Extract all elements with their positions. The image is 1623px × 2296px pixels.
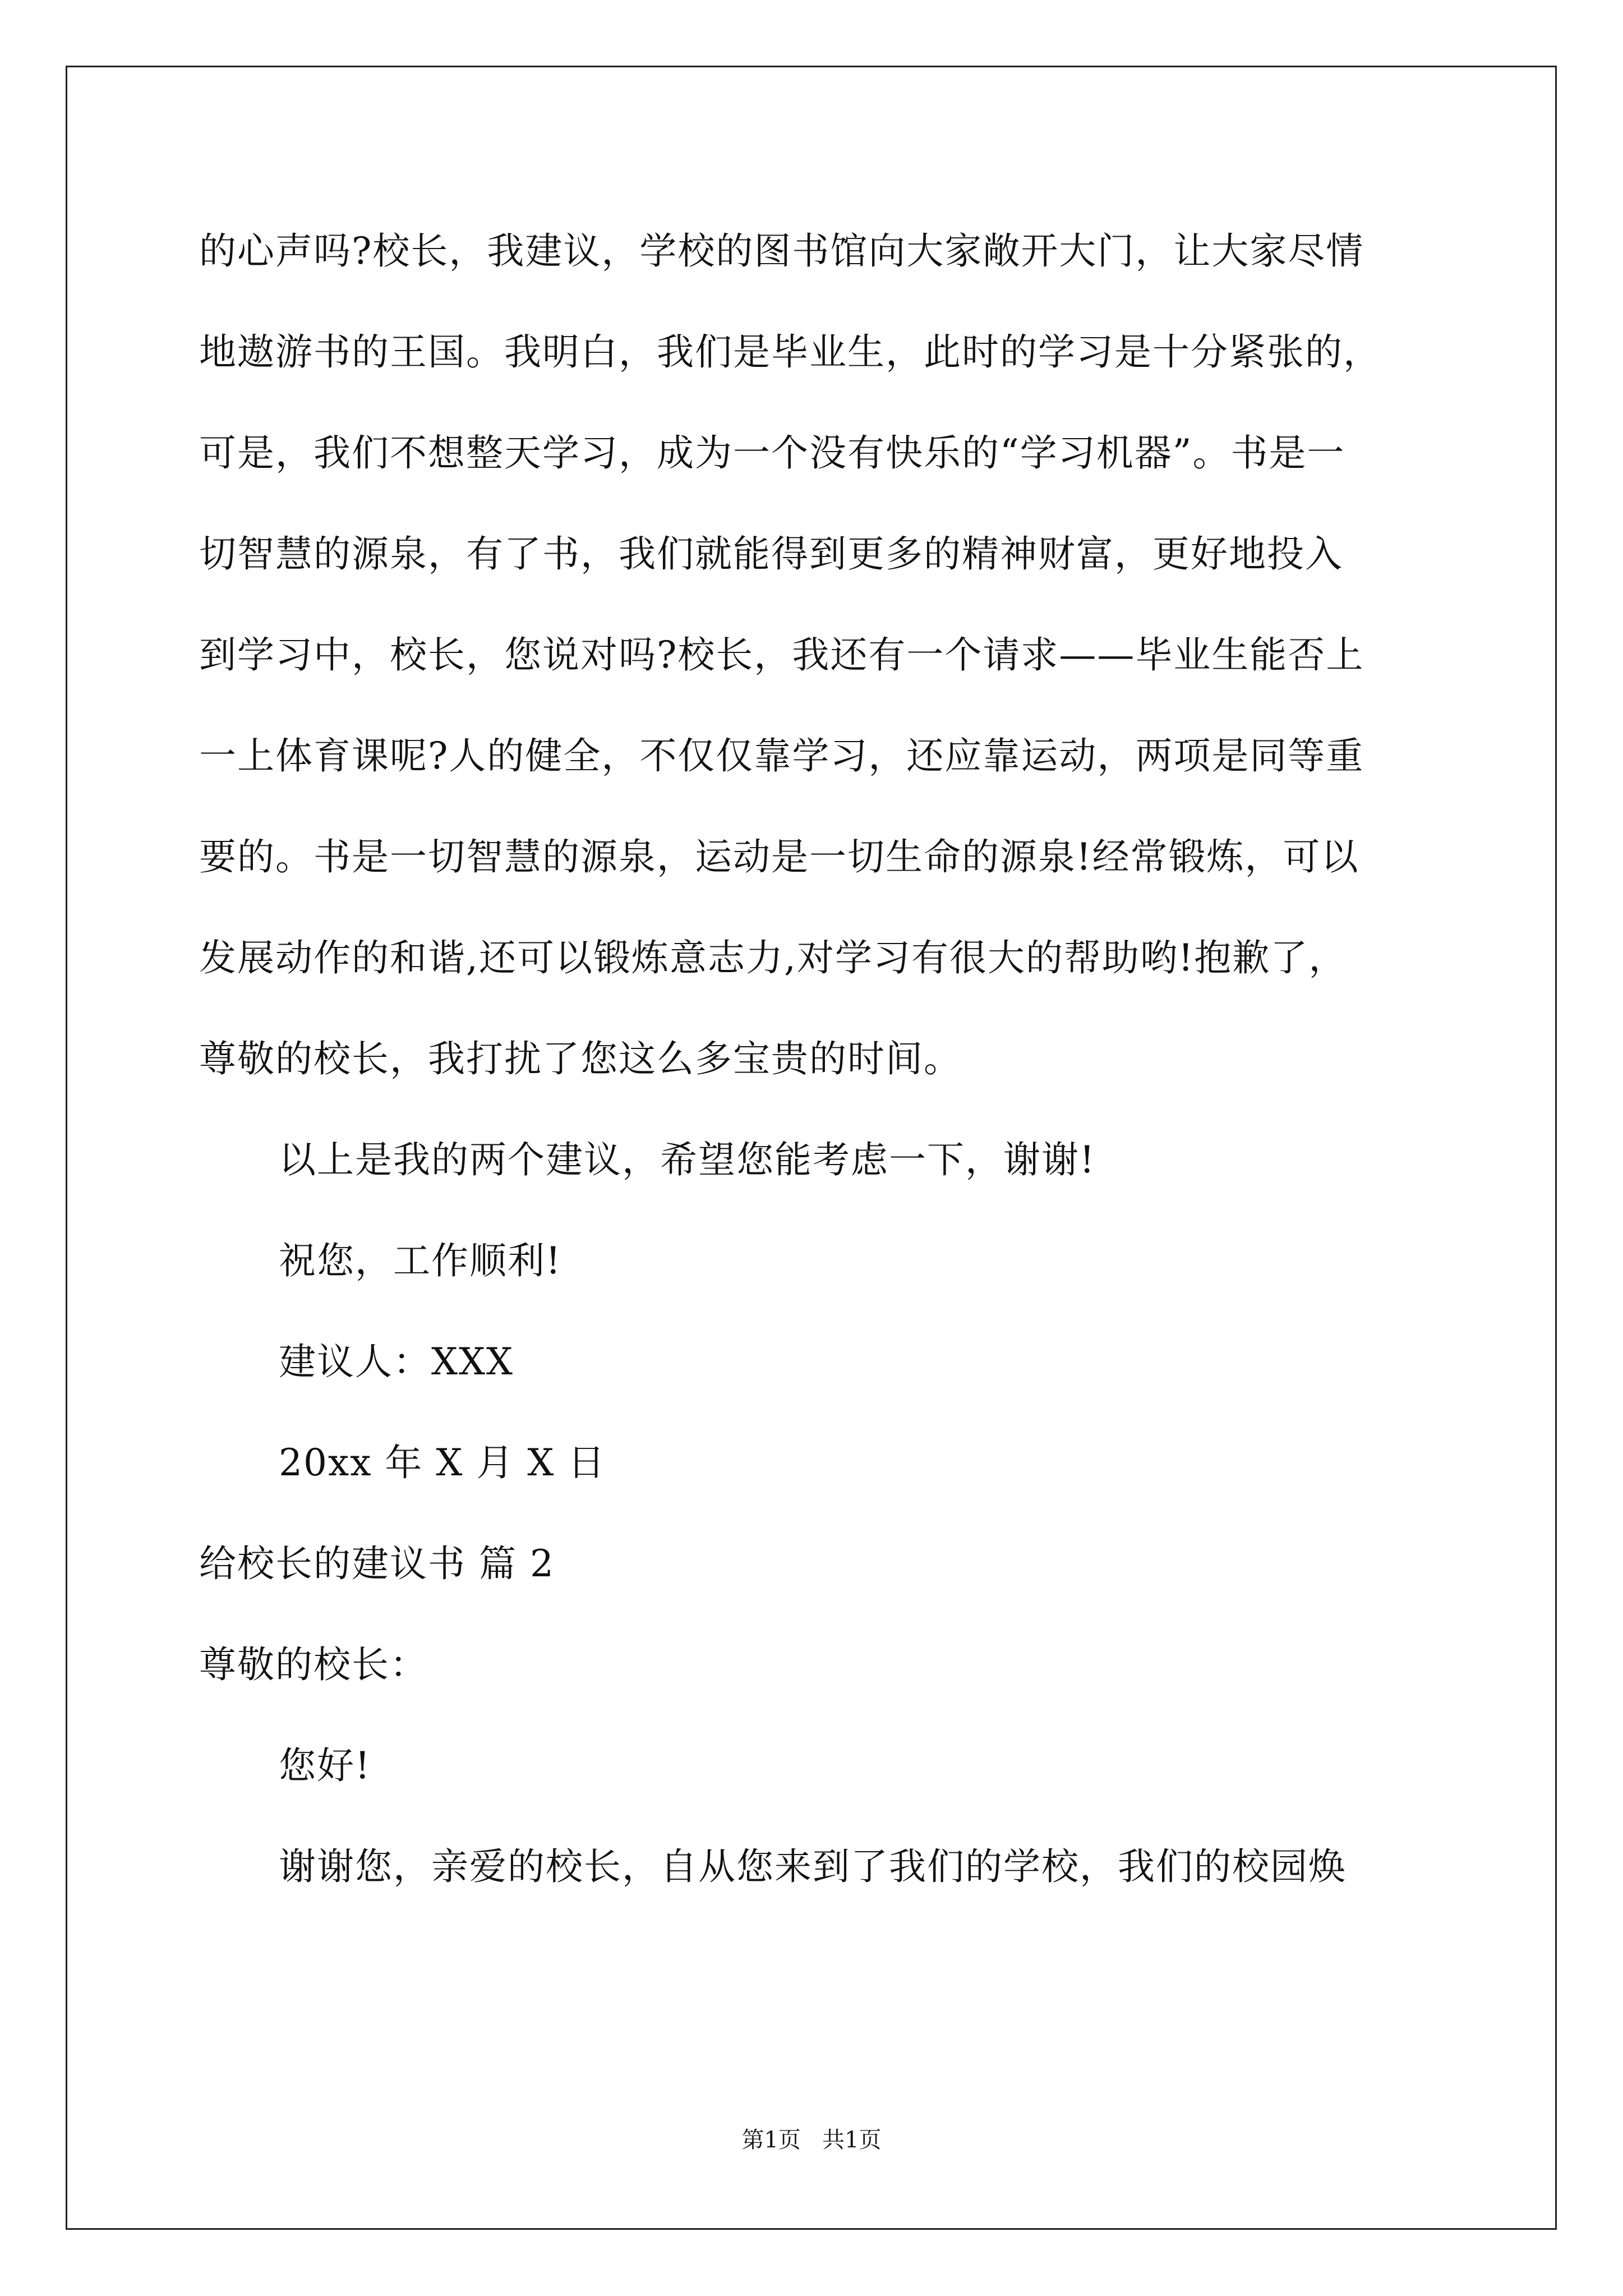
body-text-line: 切智慧的源泉，有了书，我们就能得到更多的精神财富，更好地投入 — [199, 532, 1343, 576]
date-line: 20xx 年 X 月 X 日 — [279, 1441, 606, 1484]
greeting: 您好! — [279, 1744, 371, 1787]
body-text-line: 要的。书是一切智慧的源泉，运动是一切生命的源泉!经常锻炼，可以 — [199, 835, 1359, 878]
body-text-line: 地遨游书的王国。我明白，我们是毕业生，此时的学习是十分紧张的， — [199, 330, 1381, 374]
closing-wish: 祝您，工作顺利! — [279, 1239, 562, 1282]
suggestion-summary: 以上是我的两个建议，希望您能考虑一下，谢谢! — [279, 1138, 1096, 1181]
body-text-line: 一上体育课呢?人的健全，不仅仅靠学习，还应靠运动，两项是同等重 — [199, 734, 1364, 777]
section-heading: 给校长的建议书 篇 2 — [199, 1542, 555, 1585]
body-text-line: 发展动作的和谐,还可以锻炼意志力,对学习有很大的帮助哟!抱歉了， — [199, 936, 1347, 979]
body-text-line: 到学习中，校长，您说对吗?校长，我还有一个请求——毕业生能否上 — [199, 633, 1364, 677]
body-text-line: 可是，我们不想整天学习，成为一个没有快乐的“学习机器”。书是一 — [199, 431, 1345, 475]
body-text-line: 尊敬的校长，我打扰了您这么多宝贵的时间。 — [199, 1037, 962, 1080]
signature-line: 建议人：XXX — [279, 1340, 514, 1383]
body-text-line: 谢谢您，亲爱的校长，自从您来到了我们的学校，我们的校园焕 — [279, 1845, 1347, 1888]
salutation: 尊敬的校长： — [199, 1643, 428, 1686]
page-number-footer: 第1页 共1页 — [741, 2127, 882, 2153]
body-text-line: 的心声吗?校长，我建议，学校的图书馆向大家敞开大门，让大家尽情 — [199, 229, 1364, 273]
